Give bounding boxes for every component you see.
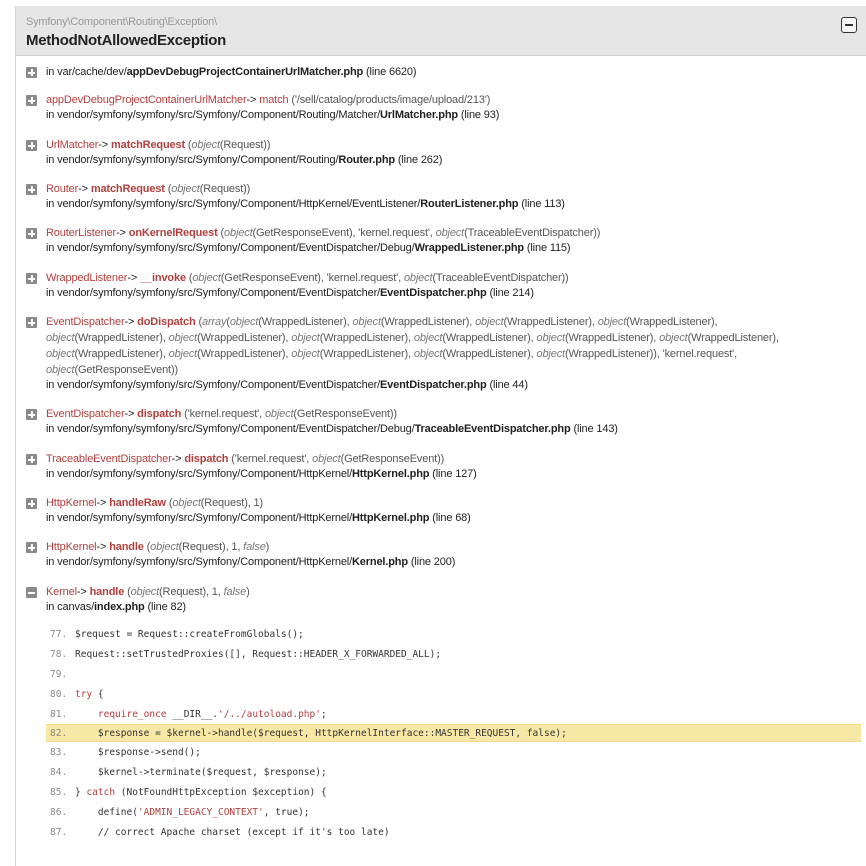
code-text: } catch (NotFoundHttpException $exception) {: [75, 787, 327, 798]
file-line: (line 200): [410, 556, 456, 568]
frame-file: [46, 107, 856, 123]
frame-class: EventDispatcher: [46, 408, 125, 420]
frame-class: HttpKernel: [46, 541, 97, 553]
collapse-toggle-icon[interactable]: [841, 17, 857, 33]
frame-args: (object(Request)): [187, 139, 271, 151]
frame-function: handleRaw: [109, 497, 166, 509]
call-arrow: ->: [124, 316, 135, 328]
frame-function: dispatch: [137, 408, 182, 420]
file-path: in vendor/symfony/symfony/src/Symfony/Component/HttpKernel/: [46, 468, 352, 480]
exception-header[interactable]: [16, 6, 866, 56]
file-name: HttpKernel.php: [352, 512, 430, 524]
frame-function: matchRequest: [111, 139, 185, 151]
line-number: 81.: [50, 709, 68, 720]
call-arrow: ->: [116, 227, 126, 239]
file-path: in vendor/symfony/symfony/src/Symfony/Component/EventDispatcher/: [46, 287, 380, 299]
frame-call: [46, 270, 856, 286]
file-path: in vendor/symfony/symfony/src/Symfony/Component/HttpKernel/EventListener/: [46, 198, 421, 210]
frame-function: onKernelRequest: [128, 227, 218, 239]
call-arrow: ->: [76, 586, 87, 598]
frame-call: [46, 495, 856, 511]
frame-args: (array(object(WrappedListener), object(WrappedListener), object(WrappedListener), object(WrappedListener),: [198, 316, 718, 328]
frame-args: (object(GetResponseEvent), 'kernel.request', object(TraceableEventDispatcher)): [188, 272, 569, 284]
code-text: Request::setTrustedProxies([], Request::HEADER_X_FORWARDED_ALL);: [75, 649, 442, 660]
line-number: 82.: [50, 728, 68, 739]
exception-class: MethodNotAllowedException: [26, 32, 226, 49]
file-name: UrlMatcher.php: [379, 109, 458, 121]
frame-class: WrappedListener: [46, 272, 128, 284]
frame-args: (object(Request), 1, false): [146, 541, 270, 553]
call-arrow: ->: [96, 497, 107, 509]
frame-args: (object(Request), 1, false): [127, 586, 250, 598]
frame-file: [46, 152, 856, 168]
code-line: [46, 824, 861, 842]
file-name: RouterListener.php: [420, 198, 519, 210]
file-name: Kernel.php: [352, 556, 408, 568]
file-name: index.php: [94, 601, 145, 613]
code-text: $request = Request::createFromGlobals();: [75, 629, 304, 640]
file-line: (line 82): [147, 601, 186, 613]
file-name: TraceableEventDispatcher.php: [414, 423, 571, 435]
code-line: [46, 666, 861, 684]
line-number: 86.: [50, 807, 68, 818]
frame-file: [46, 240, 856, 256]
code-line: [46, 686, 861, 704]
frame-file: [46, 377, 856, 393]
file-line: (line 115): [526, 242, 571, 254]
file-line: (line 44): [489, 379, 528, 391]
frame-args: (object(Request)): [167, 183, 251, 195]
call-arrow: ->: [98, 139, 109, 151]
line-number: 85.: [50, 787, 68, 798]
frame-class: appDevDebugProjectContainerUrlMatcher: [46, 94, 247, 106]
frame-function: dispatch: [184, 453, 229, 465]
frame-call: [46, 225, 856, 241]
frame-call: [46, 314, 856, 330]
frame-class: Router: [46, 183, 79, 195]
frame-function: handle: [89, 586, 125, 598]
expand-plus-icon[interactable]: [26, 317, 37, 328]
frame-class: HttpKernel: [46, 497, 97, 509]
file-path: in vendor/symfony/symfony/src/Symfony/Component/EventDispatcher/Debug/: [46, 423, 415, 435]
frame-file: [46, 599, 856, 615]
frame-call: [46, 181, 856, 197]
frame-call: [46, 539, 856, 555]
code-line: [46, 626, 861, 644]
expand-plus-icon[interactable]: [26, 409, 37, 420]
frame-file: [46, 554, 856, 570]
file-path: in vendor/symfony/symfony/src/Symfony/Component/EventDispatcher/Debug/: [46, 242, 415, 254]
file-line: (line 143): [573, 423, 618, 435]
call-arrow: ->: [246, 94, 257, 106]
call-arrow: ->: [96, 541, 107, 553]
expand-plus-icon[interactable]: [26, 542, 37, 553]
frame-file: [46, 196, 856, 212]
frame-class: Kernel: [46, 586, 77, 598]
code-line: [46, 784, 861, 802]
file-name: EventDispatcher.php: [379, 379, 487, 391]
frame-call: [46, 92, 856, 108]
call-arrow: ->: [171, 453, 182, 465]
call-arrow: ->: [78, 183, 88, 195]
code-line: [46, 744, 861, 762]
frame-args-cont: object(GetResponseEvent)): [46, 364, 178, 376]
file-path: in vendor/symfony/symfony/src/Symfony/Component/HttpKernel/: [46, 512, 352, 524]
code-text: require_once __DIR__.'/../autoload.php';: [97, 709, 327, 720]
file-path: in vendor/symfony/symfony/src/Symfony/Component/Routing/Matcher/: [46, 109, 380, 121]
frame-class: RouterListener: [46, 227, 117, 239]
frame-args: (object(GetResponseEvent), 'kernel.request', object(TraceableEventDispatcher)): [220, 227, 601, 239]
code-line: [46, 646, 861, 664]
frame-function: doDispatch: [137, 316, 196, 328]
file-path: in vendor/symfony/symfony/src/Symfony/Component/HttpKernel/: [46, 556, 352, 568]
frame-function: __invoke: [140, 272, 186, 284]
frame-call: [46, 137, 856, 153]
frame-args: (object(Request), 1): [168, 497, 264, 509]
expand-plus-icon[interactable]: [26, 184, 37, 195]
file-path: in vendor/symfony/symfony/src/Symfony/Component/Routing/: [46, 154, 339, 166]
code-line: [46, 764, 861, 782]
frame-file: [46, 510, 856, 526]
code-line: [46, 804, 861, 822]
file-name: HttpKernel.php: [352, 468, 430, 480]
frame-file: [46, 421, 856, 437]
code-text: $response->send();: [75, 747, 201, 758]
frame-class: TraceableEventDispatcher: [46, 453, 172, 465]
line-number: 79.: [50, 669, 68, 680]
exception-panel: [15, 6, 866, 866]
file-path: in canvas/: [46, 601, 95, 613]
frame-args-cont: object(WrappedListener), object(WrappedListener), object(WrappedListener), object(WrappedListener), object(WrappedListener)), 'kernel.request',: [46, 348, 738, 360]
frame-function: match: [259, 94, 289, 106]
code-text: $kernel->terminate($request, $response);: [75, 767, 327, 778]
frame-class: EventDispatcher: [46, 316, 125, 328]
line-number: 78.: [50, 649, 68, 660]
code-line-highlighted: [46, 724, 861, 742]
frame-args-cont: object(WrappedListener), object(WrappedListener), object(WrappedListener), object(WrappedListener), object(WrappedListener), object(WrappedListener),: [46, 332, 779, 344]
expand-plus-icon[interactable]: [26, 140, 37, 151]
expand-plus-icon[interactable]: [26, 273, 37, 284]
frame-function: matchRequest: [90, 183, 165, 195]
file-line: (line 113): [521, 198, 565, 210]
frame-file: [46, 466, 856, 482]
exception-namespace: Symfony\Component\Routing\Exception\: [26, 16, 217, 28]
file-line: (line 262): [397, 154, 443, 166]
frame-args: ('kernel.request', object(GetResponseEvent)): [184, 408, 397, 420]
code-text: define('ADMIN_LEGACY_CONTEXT', true);: [75, 807, 310, 818]
call-arrow: ->: [127, 272, 138, 284]
expand-plus-icon[interactable]: [26, 498, 37, 509]
collapse-minus-icon[interactable]: [26, 587, 37, 598]
call-arrow: ->: [124, 408, 135, 420]
file-line: (line 68): [432, 512, 471, 524]
expand-plus-icon[interactable]: [26, 95, 37, 106]
line-number: 80.: [50, 689, 68, 700]
code-line: [46, 706, 861, 724]
frame-file: [46, 64, 856, 80]
file-name: Router.php: [338, 154, 395, 166]
line-number: 77.: [50, 629, 68, 640]
frame-call: [46, 584, 856, 600]
frame-call: [46, 406, 856, 422]
expand-plus-icon[interactable]: [26, 454, 37, 465]
code-text: try {: [75, 689, 104, 700]
line-number: 83.: [50, 747, 68, 758]
frame-args: ('/sell/catalog/products/image/upload/213'): [291, 94, 491, 106]
file-name: appDevDebugProjectContainerUrlMatcher.php: [126, 66, 364, 78]
file-name: EventDispatcher.php: [379, 287, 487, 299]
expand-plus-icon[interactable]: [26, 228, 37, 239]
file-line: (line 214): [489, 287, 534, 299]
expand-plus-icon[interactable]: [26, 67, 37, 78]
file-path: in var/cache/dev/: [46, 66, 127, 78]
frame-call: [46, 451, 856, 467]
code-comment: // correct Apache charset (except if it's too late): [75, 827, 390, 838]
line-number: 87.: [50, 827, 68, 838]
file-line: (line 93): [460, 109, 500, 121]
line-number: 84.: [50, 767, 68, 778]
file-line: (line 6620): [366, 66, 417, 78]
frame-class: UrlMatcher: [46, 139, 99, 151]
frame-function: handle: [109, 541, 144, 553]
frame-args: ('kernel.request', object(GetResponseEvent)): [231, 453, 445, 465]
code-text: $response = $kernel->handle($request, HttpKernelInterface::MASTER_REQUEST, false);: [75, 728, 567, 739]
file-name: WrappedListener.php: [414, 242, 524, 254]
file-line: (line 127): [432, 468, 477, 480]
frame-file: [46, 285, 856, 301]
file-path: in vendor/symfony/symfony/src/Symfony/Component/EventDispatcher/: [46, 379, 380, 391]
